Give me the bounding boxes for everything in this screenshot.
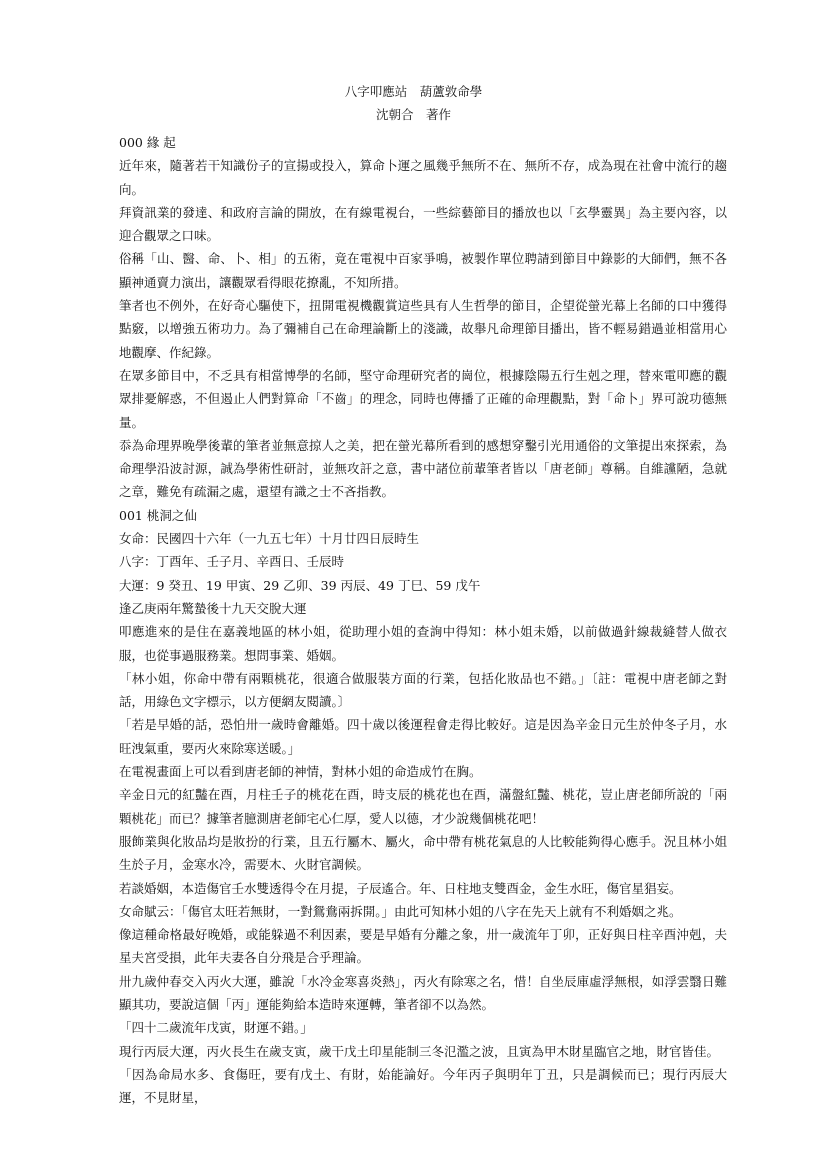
dialogue-paragraph: 「林小姐，你命中帶有兩顆桃花，很適合做服裝方面的行業，包括化妝品也不錯。」〔註：電視中唐老師之對話，用綠色文字標示，以方便網友閱讀。〕 (119, 670, 727, 710)
luck-cycle-line: 大運：9 癸丑、19 甲寅、29 乙卯、39 丙辰、49 丁巳、59 戊午 (119, 577, 481, 593)
paragraph: 卅九歲仲春交入丙火大運，雖說「水冷金寒喜炎熱」，丙火有除寒之名，惜！自坐辰庫虛浮無根，如浮雲翳日難顯其功，要說這個「丙」運能夠給本造時來運轉，筆者卻不以為然。 (119, 973, 727, 1012)
birth-info-line: 女命：民國四十六年（一九五七年）十月廿四日辰時生 (119, 531, 420, 547)
paragraph: 忝為命理界晚學後輩的筆者並無意掠人之美，把在螢光幕所看到的感想穿鑿引光用通俗的文筆提出來探索，為命理學沿波討源，誠為學術性研討，並無攻訐之意，書中諸位前輩筆者皆以「唐老師」尊稱。自維讜陋，急就之章，難免有疏漏之處，還望有識之士不吝指教。 (119, 437, 727, 500)
section-heading-001: 001 桃洞之仙 (119, 507, 197, 523)
dialogue-paragraph: 「若是早婚的話，恐怕卅一歲時會離婚。四十歲以後運程會走得比較好。這是因為辛金日元生於仲冬子月，水旺洩氣重，要丙火來除寒送暖。」 (119, 717, 727, 756)
document-body (119, 131, 727, 1109)
document-author: 沈朝合 著作 (375, 107, 451, 122)
paragraph: 筆者也不例外，在好奇心驅使下，扭開電視機觀賞這些具有人生哲學的節目，企望從螢光幕上名師的口中獲得點竅，以增強五術功力。為了彌補自己在命理論斷上的淺識，故舉凡命理節目播出，皆不輕易錯過並相當用心地觀摩、作紀錄。 (119, 298, 727, 360)
paragraph: 拜資訊業的發達、和政府言論的開放，在有線電視台，一些綜藝節目的播放也以「玄學靈異」為主要內容，以迎合觀眾之口味。 (119, 204, 727, 244)
paragraph: 現行丙辰大運，丙火長生在歲支寅，歲干戊土印星能制三冬氾濫之波，且寅為甲木財星臨官之地，財官皆佳。 (119, 1043, 720, 1059)
paragraph: 辛金日元的紅豔在酉，月柱壬子的桃花在酉，時支辰的桃花也在酉，滿盤紅豔、桃花，豈止唐老師所說的「兩顆桃花」而已？據筆者臆測唐老師宅心仁厚，愛人以德，才少說幾個桃花吧！ (119, 787, 727, 826)
paragraph: 服飾業與化妝品均是妝扮的行業，且五行屬木、屬火，命中帶有桃花氣息的人比較能夠得心應手。況且林小姐生於子月，金寒水冷，需要木、火財官調候。 (119, 833, 727, 873)
paragraph: 叩應進來的是住在嘉義地區的林小姐，從助理小姐的查詢中得知：林小姐未婚，以前做過針線裁縫替人做衣服，也從事過服務業。想問事業、婚姻。 (119, 624, 727, 663)
luck-cycle-note: 逢乙庚兩年驚蟄後十九天交脫大運 (119, 600, 307, 616)
paragraph: 女命賦云：「傷官太旺若無財，一對鴛鴦兩拆開。」由此可知林小姐的八字在先天上就有不利婚姻之兆。 (119, 903, 682, 919)
paragraph: 俗稱「山、醫、命、卜、相」的五術，竟在電視中百家爭鳴，被製作單位聘請到節目中錄影的大師們，無不各顯神通賣力演出，讓觀眾看得眼花撩亂，不知所措。 (119, 251, 727, 290)
paragraph: 近年來，隨著若干知識份子的宣揚或投入，算命卜運之風幾乎無所不在、無所不存，成為現在社會中流行的趨向。 (119, 158, 727, 197)
dialogue-paragraph: 「四十二歲流年戊寅，財運不錯。」 (119, 1020, 313, 1036)
dialogue-paragraph: 「因為命局水多、食傷旺，要有戊土、有財，始能論好。今年丙子與明年丁丑，只是調候而已；現行丙辰大運，不見財星， (119, 1066, 727, 1106)
section-heading-000: 000 緣 起 (119, 135, 176, 150)
document-title: 八字叩應站 葫蘆敦命學 (344, 84, 483, 99)
paragraph: 在電視畫面上可以看到唐老師的神情，對林小姐的命造成竹在胸。 (119, 764, 482, 780)
paragraph: 在眾多節目中，不乏具有相當博學的名師，堅守命理研究者的崗位，根據陰陽五行生剋之理，替來電叩應的觀眾排憂解惑，不但遏止人們對算命「不齒」的理念，同時也傳播了正確的命理觀點，對「命卜」界可說功德無量。 (119, 367, 727, 430)
bazi-line: 八字：丁酉年、壬子月、辛酉日、壬辰時 (119, 554, 345, 570)
paragraph: 像這種命格最好晚婚，或能躲過不利因素，要是早婚有分離之象，卅一歲流年丁卯，正好與日柱辛酉沖剋，夫星夫宮受損，此年夫妻各自分飛是合乎理論。 (119, 927, 727, 966)
paragraph: 若談婚姻，本造傷官壬水雙透得令在月提，子辰遙合。年、日柱地支雙酉金，金生水旺，傷官星猖妄。 (119, 880, 682, 896)
